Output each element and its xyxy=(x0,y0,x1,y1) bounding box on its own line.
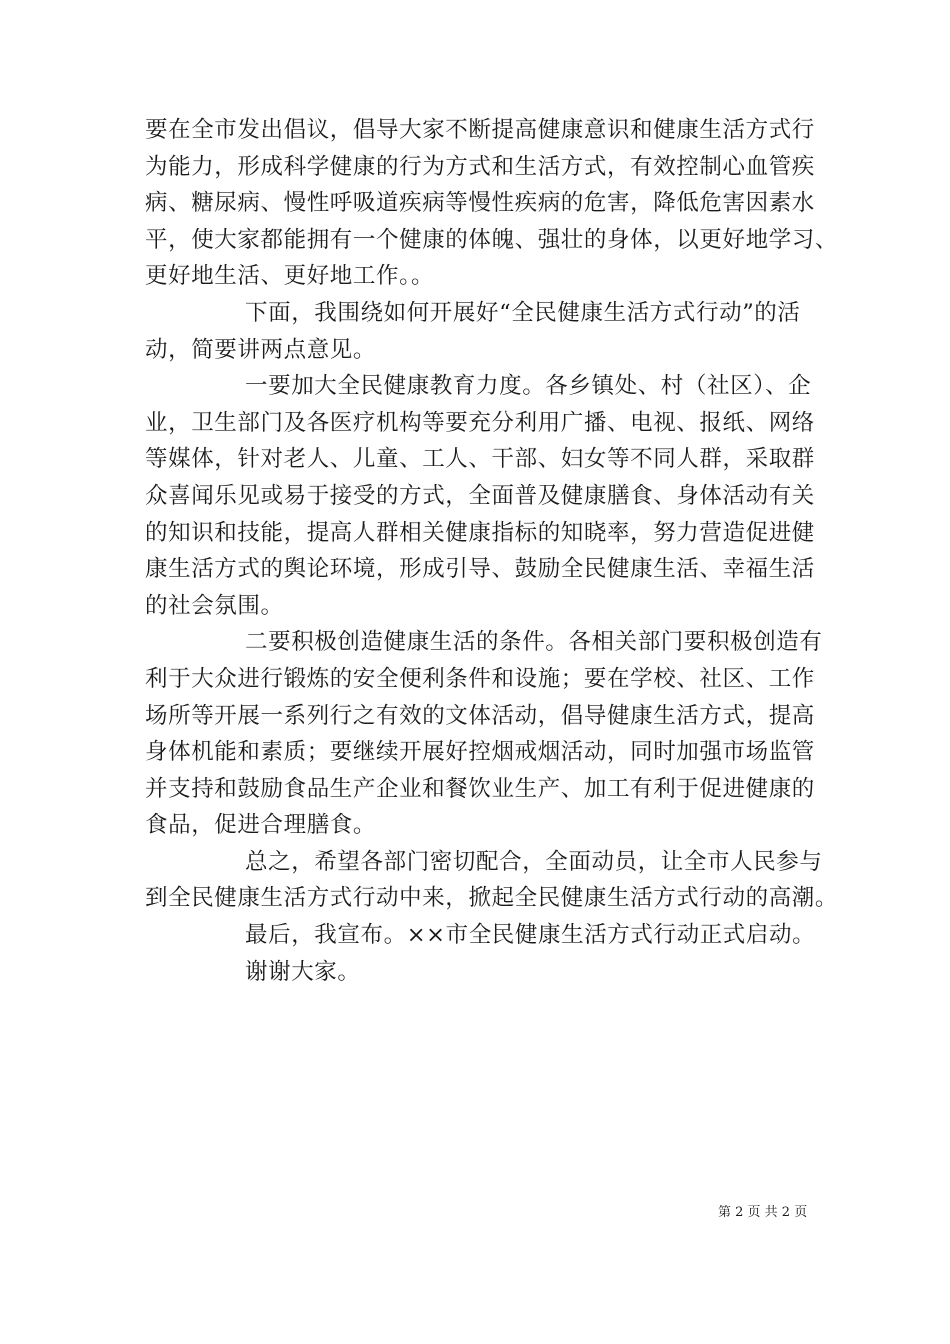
paragraph-start-line: 二要积极创造健康生活的条件。各相关部门要积极创造有 xyxy=(245,629,823,656)
paragraph-start-line: 谢谢大家。 xyxy=(245,958,361,985)
text-line: 病、糖尿病、慢性呼吸道疾病等慢性疾病的危害，降低危害因素水 xyxy=(145,190,815,217)
text-line: 食品，促进合理膳食。 xyxy=(145,812,377,839)
paragraph-start-line: 下面，我围绕如何开展好“全民健康生活方式行动”的活 xyxy=(245,299,801,326)
text-line: 身体机能和素质；要继续开展好控烟戒烟活动，同时加强市场监管 xyxy=(145,739,815,766)
paragraph-start-line: 总之，希望各部门密切配合，全面动员，让全市人民参与 xyxy=(245,848,823,875)
body-text xyxy=(145,112,839,990)
text-line: 更好地生活、更好地工作。。 xyxy=(145,263,435,290)
text-line: 要在全市发出倡议，倡导大家不断提高健康意识和健康生活方式行 xyxy=(145,117,815,143)
page-number: 第 2 页 共 2 页 xyxy=(718,1205,808,1220)
text-line: 并支持和鼓励食品生产企业和餐饮业生产、加工有利于促进健康的 xyxy=(145,775,815,802)
text-line: 康生活方式的舆论环境，形成引导、鼓励全民健康生活、幸福生活 xyxy=(145,556,815,583)
text-line: 动，简要讲两点意见。 xyxy=(145,336,377,363)
text-line: 的知识和技能，提高人群相关健康指标的知晓率，努力营造促进健 xyxy=(145,519,815,546)
text-line: 众喜闻乐见或易于接受的方式，全面普及健康膳食、身体活动有关 xyxy=(145,482,815,509)
text-line: 为能力，形成科学健康的行为方式和生活方式，有效控制心血管疾 xyxy=(145,153,815,180)
text-line: 利于大众进行锻炼的安全便利条件和设施；要在学校、社区、工作 xyxy=(145,665,815,692)
paragraph-start-line: 最后，我宣布。××市全民健康生活方式行动正式启动。 xyxy=(245,922,816,949)
text-line: 的社会氛围。 xyxy=(145,592,284,619)
text-line: 到全民健康生活方式行动中来，掀起全民健康生活方式行动的高潮。 xyxy=(145,885,839,912)
paragraph-start-line: 一要加大全民健康教育力度。各乡镇处、村（社区）、企 xyxy=(245,373,812,400)
text-line: 场所等开展一系列行之有效的文体活动，倡导健康生活方式，提高 xyxy=(145,702,815,729)
text-line: 平，使大家都能拥有一个健康的体魄、强壮的身体，以更好地学习、 xyxy=(145,226,839,253)
text-line: 等媒体，针对老人、儿童、工人、干部、妇女等不同人群，采取群 xyxy=(145,446,815,473)
text-line: 业，卫生部门及各医疗机构等要充分利用广播、电视、报纸、网络 xyxy=(145,409,815,436)
